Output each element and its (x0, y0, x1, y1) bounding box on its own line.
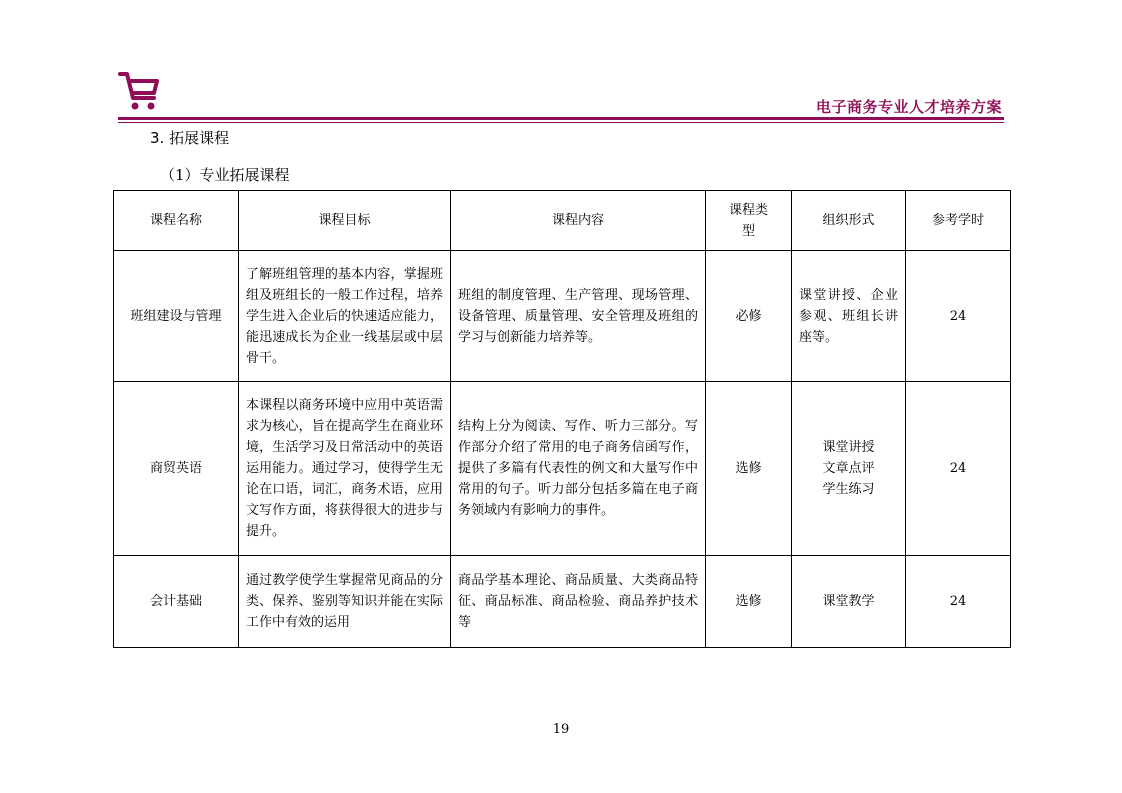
subsection-title: （1）专业拓展课程 (160, 166, 290, 184)
course-goal: 本课程以商务环境中应用中英语需求为核心，旨在提高学生在商业环境，生活学习及日常活动中的英语运用能力。通过学习，使得学生无论在口语，词汇，商务术语，应用文写作方面，将获得很大的进步与提升。 (239, 382, 451, 556)
course-table (113, 190, 1011, 648)
reference-hours: 24 (906, 556, 1011, 648)
page-number: 19 (552, 722, 570, 737)
course-type: 必修 (706, 251, 792, 382)
organization-form-line: 课堂讲授 (822, 440, 875, 455)
course-name: 班组建设与管理 (114, 251, 239, 382)
section-title: 3. 拓展课程 (150, 129, 230, 147)
organization-form: 课堂讲授、企业参观、班组长讲座等。 (792, 251, 906, 382)
organization-form-line: 文章点评 (822, 461, 875, 476)
table-header-row (114, 191, 1011, 251)
organization-form: 课堂教学 (792, 556, 906, 648)
course-content: 班组的制度管理、生产管理、现场管理、设备管理、质量管理、安全管理及班组的学习与创新能力培养等。 (451, 251, 706, 382)
reference-hours: 24 (906, 382, 1011, 556)
reference-hours: 24 (906, 251, 1011, 382)
course-content: 结构上分为阅读、写作、听力三部分。写作部分介绍了常用的电子商务信函写作，提供了多篇有代表性的例文和大量写作中常用的句子。听力部分包括多篇在电子商务领域内有影响力的事件。 (451, 382, 706, 556)
table-row (114, 251, 1011, 382)
shopping-cart-icon (118, 70, 160, 112)
course-type: 选修 (706, 382, 792, 556)
table-row (114, 556, 1011, 648)
course-type: 选修 (706, 556, 792, 648)
header-course-goal: 课程目标 (239, 191, 451, 251)
course-name: 商贸英语 (114, 382, 239, 556)
course-content: 商品学基本理论、商品质量、大类商品特征、商品标准、商品检验、商品养护技术等 (451, 556, 706, 648)
header-course-name: 课程名称 (114, 191, 239, 251)
course-name: 会计基础 (114, 556, 239, 648)
organization-form (792, 382, 906, 556)
header-rule-thick (118, 117, 1004, 120)
course-goal: 通过教学使学生掌握常见商品的分类、保养、鉴别等知识并能在实际工作中有效的运用 (239, 556, 451, 648)
organization-form-line: 学生练习 (822, 482, 875, 497)
header-rule-thin (118, 122, 1004, 123)
header-title: 电子商务专业人才培养方案 (815, 98, 1002, 116)
header-course-content: 课程内容 (451, 191, 706, 251)
header-course-type: 课程类型 (706, 191, 792, 251)
header-reference-hours: 参考学时 (906, 191, 1011, 251)
header-organization-form: 组织形式 (792, 191, 906, 251)
course-goal: 了解班组管理的基本内容，掌握班组及班组长的一般工作过程，培养学生进入企业后的快速适应能力，能迅速成长为企业一线基层或中层骨干。 (239, 251, 451, 382)
table-row (114, 382, 1011, 556)
